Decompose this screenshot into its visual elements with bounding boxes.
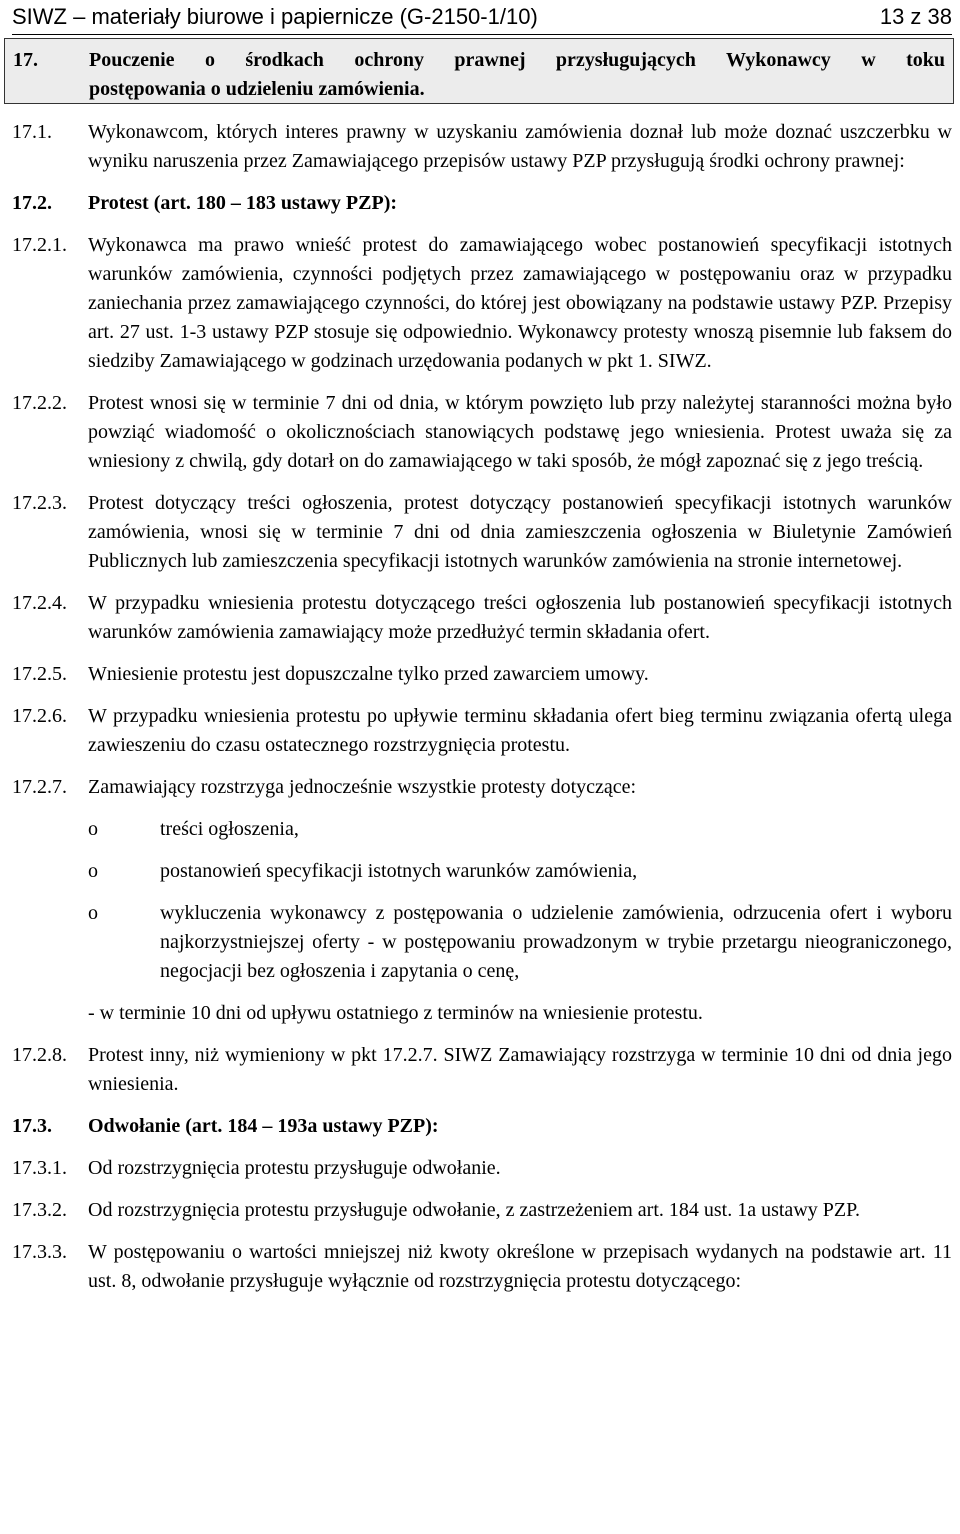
paragraph-text: W przypadku wniesienia protestu dotyczącego treści ogłoszenia lub postanowień specyfikacji istotnych warunków zamówienia zamawiający może przedłużyć termin składania ofert. — [88, 592, 952, 643]
bullet-marker: o — [88, 902, 98, 924]
paragraph-number: 17.2.7. — [12, 776, 67, 798]
paragraph-17-2-8 — [12, 1041, 952, 1099]
paragraph-text: W przypadku wniesienia protestu po upływie terminu składania ofert bieg terminu związania ofertą ulega zawieszeniu do czasu ostatecznego rozstrzygnięcia protestu. — [88, 705, 952, 756]
paragraph-number: 17.3.3. — [12, 1241, 67, 1263]
list-item — [12, 899, 952, 986]
paragraph-number: 17.2.1. — [12, 234, 67, 256]
paragraph-17-2-2 — [12, 389, 952, 476]
list-item-text: postanowień specyfikacji istotnych warunków zamówienia, — [160, 860, 638, 882]
paragraph-17-2-5 — [12, 660, 952, 689]
paragraph-text: Od rozstrzygnięcia protestu przysługuje odwołanie, z zastrzeżeniem art. 184 ust. 1a ustawy PZP. — [88, 1199, 861, 1221]
paragraph-17-2-1 — [12, 231, 952, 376]
paragraph-17-3-3 — [12, 1238, 952, 1296]
list-item-text: treści ogłoszenia, — [160, 818, 299, 840]
document-title: SIWZ – materiały biurowe i papiernicze (G-2150-1/10) — [12, 4, 538, 29]
paragraph-text: Odwołanie (art. 184 – 193a ustawy PZP): — [88, 1115, 439, 1137]
paragraph-17-3-1 — [12, 1154, 952, 1183]
section-heading-line-1: Pouczenie o środkach ochrony prawnej przysługujących Wykonawcy w toku — [89, 49, 945, 71]
paragraph-17-2-6 — [12, 702, 952, 760]
paragraph-text: W postępowaniu o wartości mniejszej niż kwoty określone w przepisach wydanych na podstawie art. 11 ust. 8, odwołanie przysługuje wyłącznie od rozstrzygnięcia protestu dotyczącego: — [88, 1241, 952, 1292]
paragraph-number: 17.3.2. — [12, 1199, 67, 1221]
paragraph-number: 17.3. — [12, 1115, 52, 1137]
list-item-text: wykluczenia wykonawcy z postępowania o udzielenie zamówienia, odrzucenia ofert i wyboru najkorzystniejszej oferty - w postępowaniu prowadzonym w trybie przetargu nieograniczonego, negocjacji bez ogłoszenia i zapytania o cenę, — [160, 902, 952, 982]
paragraph-number: 17.2.4. — [12, 592, 67, 614]
paragraph-number: 17.3.1. — [12, 1157, 67, 1179]
paragraph-number: 17.2.3. — [12, 492, 67, 514]
paragraph-17-3-2 — [12, 1196, 952, 1225]
paragraph-number: 17.1. — [12, 121, 52, 143]
list-item — [12, 857, 952, 886]
subheading-17-3 — [12, 1112, 952, 1141]
paragraph-text: Wykonawcom, których interes prawny w uzyskaniu zamówienia doznał lub może doznać uszczerbku w wyniku naruszenia przez Zamawiającego przepisów ustawy PZP przysługują środki ochrony prawnej: — [88, 121, 952, 172]
paragraph-number: 17.2.5. — [12, 663, 67, 685]
paragraph-17-2-3 — [12, 489, 952, 576]
paragraph-number: 17.2.6. — [12, 705, 67, 727]
list-item — [12, 815, 952, 844]
page-number: 13 z 38 — [879, 4, 952, 29]
paragraph-17-2-7 — [12, 773, 952, 802]
paragraph-text: Wniesienie protestu jest dopuszczalne tylko przed zawarciem umowy. — [88, 663, 649, 685]
section-heading-line-2: postępowania o udzieleniu zamówienia. — [89, 78, 425, 100]
paragraph-number: 17.2.2. — [12, 392, 67, 414]
paragraph-17-2-4 — [12, 589, 952, 647]
bullet-marker: o — [88, 860, 98, 882]
paragraph-text: Protest wnosi się w terminie 7 dni od dnia, w którym powzięto lub przy należytej staranności można było powziąć wiadomość o okolicznościach stanowiących podstawę jego wniesienia. Protest uważa się za wniesiony z chwilą, gdy dotarł on do zamawiającego w taki sposób, że mógł zapoznać się z jego treścią. — [88, 392, 952, 472]
bullet-marker: o — [88, 818, 98, 840]
deadline-note: - w terminie 10 dni od upływu ostatniego z terminów na wniesienie protestu. — [88, 1002, 703, 1024]
subheading-17-2 — [12, 189, 952, 218]
paragraph-number: 17.2. — [12, 192, 52, 214]
section-banner — [4, 38, 954, 104]
paragraph-text: Protest (art. 180 – 183 ustawy PZP): — [88, 192, 398, 214]
document-body — [12, 118, 952, 1309]
page-header — [12, 0, 952, 35]
paragraph-text: Wykonawca ma prawo wnieść protest do zamawiającego wobec postanowień specyfikacji istotnych warunków zamówienia, czynności podjętych przez zamawiającego w postępowaniu oraz w przypadku zaniechania przez zamawiającego czynności, do której jest obowiązany na podstawie ustawy PZP. Przepisy art. 27 ust. 1-3 ustawy PZP stosuje się odpowiednio. Wykonawcy protesty wnoszą pisemnie lub faksem do siedziby Zamawiającego w godzinach urzędowania podanych w pkt 1. SIWZ. — [88, 234, 952, 372]
paragraph-number: 17.2.8. — [12, 1044, 67, 1066]
section-number: 17. — [13, 49, 38, 71]
paragraph-text: Protest dotyczący treści ogłoszenia, protest dotyczący postanowień specyfikacji istotnych warunków zamówienia, wnosi się w terminie 7 dni od dnia zamieszczenia ogłoszenia w Biuletynie Zamówień Publicznych lub zamieszczenia specyfikacji istotnych warunków zamówienia na stronie internetowej. — [88, 492, 952, 572]
paragraph-text: Od rozstrzygnięcia protestu przysługuje odwołanie. — [88, 1157, 501, 1179]
paragraph-17-1 — [12, 118, 952, 176]
paragraph-text: Protest inny, niż wymieniony w pkt 17.2.7. SIWZ Zamawiający rozstrzyga w terminie 10 dni od dnia jego wniesienia. — [88, 1044, 952, 1095]
paragraph-text: Zamawiający rozstrzyga jednocześnie wszystkie protesty dotyczące: — [88, 776, 637, 798]
